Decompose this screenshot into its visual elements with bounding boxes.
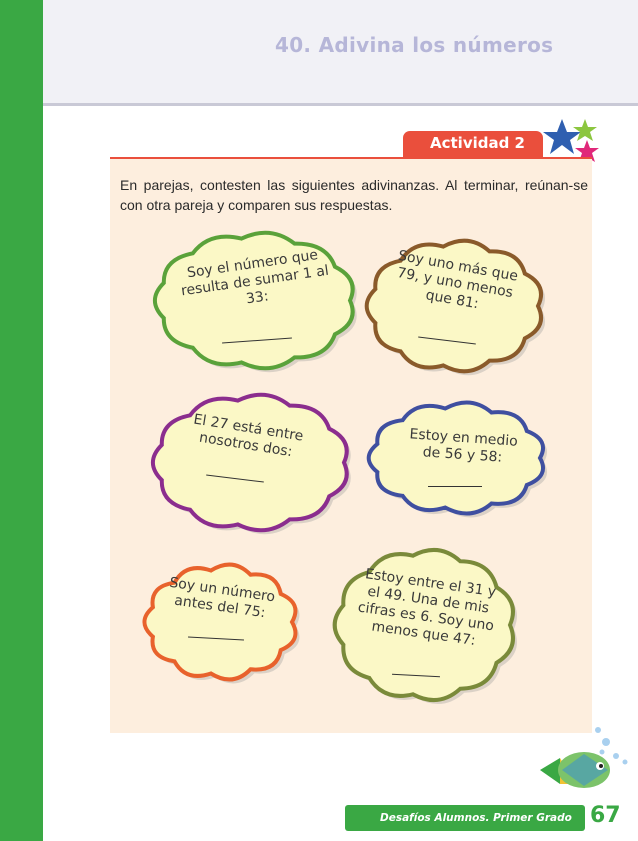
page-number: 67 [590,803,621,828]
riddle-text: Estoy en medio de 56 y 58: [408,426,519,466]
activity-label: Actividad 2 [430,134,525,152]
riddle-cloud-6 [330,545,520,705]
page-title: 40. Adivina los números [275,33,554,57]
riddle-cloud-2 [362,236,548,376]
riddle-text: Soy el número que resulta de sumar 1 al 33: [180,247,330,308]
star-icon [573,119,597,141]
footer-label: Desafíos Alumnos. Primer Grado [380,812,572,824]
riddle-cloud-5 [140,560,302,684]
fish-icon [532,722,632,812]
riddle-text: Estoy entre el 31 y el 49. Una de mis cifras es 6. Soy uno menos que 47: [356,566,498,649]
riddle-cloud-3 [148,390,354,535]
answer-blank[interactable] [428,486,482,487]
riddle-text: Soy uno más que 79, y uno menos que 81: [395,247,520,313]
riddle-text: Soy un número antes del 75: [168,574,277,622]
riddle-text: El 27 está entre nosotros dos: [192,411,305,461]
left-green-bar [0,0,43,841]
star-icon [543,119,581,154]
riddle-cloud-1 [150,228,360,373]
instructions-text: En parejas, contesten las siguientes adivinanzas. Al terminar, reúnan-se con otra pareja y comparen sus respuestas. [120,177,588,213]
riddle-cloud-4 [364,398,550,518]
